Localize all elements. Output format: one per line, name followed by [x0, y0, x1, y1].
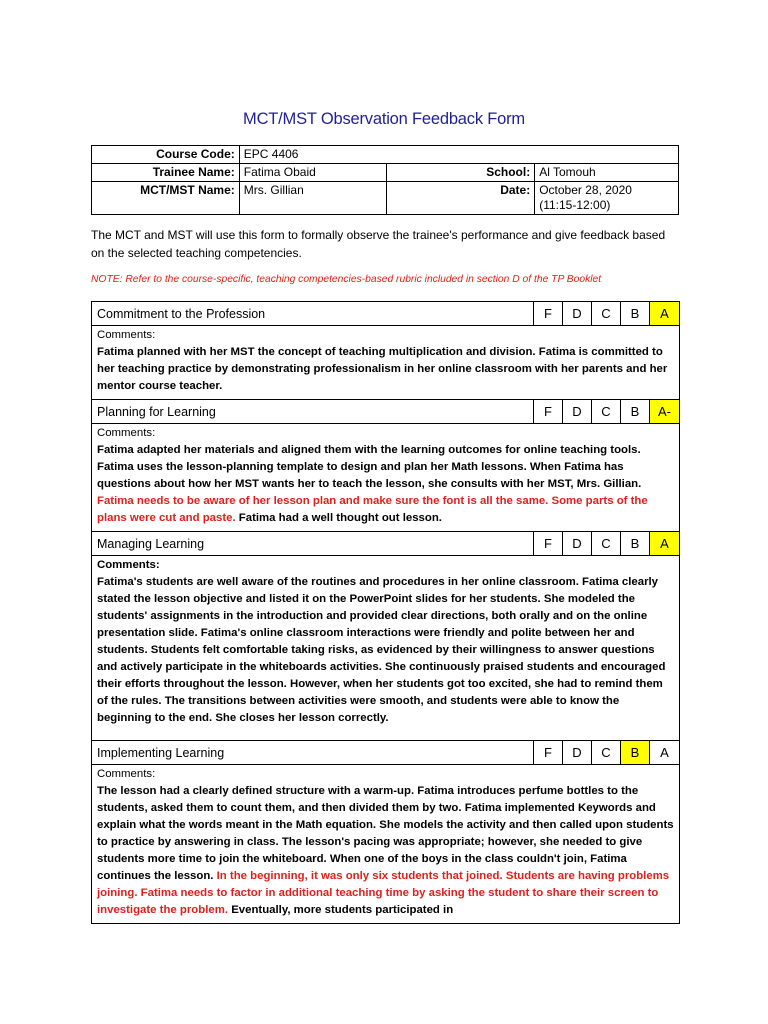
- comments-cell: [92, 326, 680, 400]
- competency-comments-commitment: [92, 326, 680, 400]
- comments-cell: [92, 556, 680, 741]
- grade-c: C: [592, 532, 621, 556]
- comments-text: [97, 783, 674, 919]
- rubric-note: NOTE: Refer to the course-specific, teaching competencies-based rubric included in section D of the TP Booklet: [91, 274, 602, 285]
- grade-c: C: [592, 741, 621, 765]
- competency-title: Planning for Learning: [92, 400, 534, 424]
- course-code-label: Course Code:: [92, 146, 240, 164]
- course-code-value: EPC 4406: [239, 146, 678, 164]
- comments-label: Comments:: [97, 427, 156, 439]
- info-row-mct: [92, 182, 679, 215]
- competency-header-implementing: [92, 741, 680, 765]
- grade-d: D: [563, 532, 592, 556]
- grade-c: C: [592, 400, 621, 424]
- competency-header-planning: [92, 400, 680, 424]
- grade-f: F: [534, 741, 563, 765]
- grade-d: D: [563, 741, 592, 765]
- grade-b: B: [621, 532, 650, 556]
- comments-text: [97, 442, 674, 527]
- grade-f: F: [534, 400, 563, 424]
- form-title: MCT/MST Observation Feedback Form: [243, 110, 525, 128]
- competency-comments-managing: [92, 556, 680, 741]
- grade-b: B: [621, 302, 650, 326]
- grade-a: A: [650, 741, 680, 765]
- comments-text: [97, 574, 674, 727]
- intro-text: The MCT and MST will use this form to formally observe the trainee's performance and give feedback based on the selected teaching competencies.: [91, 228, 666, 260]
- comment-segment: Fatima's students are well aware of the routines and procedures in her online classroom. Fatima clearly stated the lesson objective and listed it on the PowerPoint slides for her students. She modeled the students' assignments in the introduction and provided clear directions, both orally and on the online presentation slide. Fatima's online classroom interactions were friendly and polite between her and students. Students felt comfortable taking risks, as evidenced by their willingness to answer questions and actively participate in the whiteboards activities. She continuously praised students and encouraged their efforts throughout the lesson. However, when her students got too excited, she had to remind them of the rules. The transitions between activities were smooth, and students were able to know the beginning to the end. She closes her lesson correctly.: [97, 576, 666, 724]
- info-row-course: [92, 146, 679, 164]
- info-row-trainee: [92, 164, 679, 182]
- competency-header-managing: [92, 532, 680, 556]
- competency-title: Managing Learning: [92, 532, 534, 556]
- competency-comments-implementing: [92, 765, 680, 924]
- date-value: [535, 182, 679, 215]
- competency-comments-planning: [92, 424, 680, 532]
- date-label: Date:: [387, 182, 535, 215]
- grade-b-selected: B: [621, 741, 650, 765]
- comment-segment: Fatima had a well thought out lesson.: [235, 512, 442, 524]
- comment-segment-emphasis: Fatima needs to be aware of her lesson plan and make sure the font is all the same. Some parts of the plans were cut and paste.: [97, 495, 648, 524]
- grade-c: C: [592, 302, 621, 326]
- trainee-name-label: Trainee Name:: [92, 164, 240, 182]
- time-text: (11:15-12:00): [539, 198, 611, 212]
- grade-f: F: [534, 532, 563, 556]
- comments-label: Comments:: [97, 329, 156, 341]
- comments-label: Comments:: [97, 768, 156, 780]
- grade-d: D: [563, 302, 592, 326]
- comment-segment: The lesson had a clearly defined structure with a warm-up. Fatima introduces perfume bottles to the students, asked them to count them, and then divided them by two. Fatima implemented Keywords and explain what the words meant in the Math equation. She models the activity and then called upon students to practice by answering in class. The lesson's pacing was appropriate; however, she needed to give students more time to join the whiteboard. When one of the boys in the class couldn't join, Fatima continues the lesson.: [97, 785, 674, 882]
- comments-label: Comments:: [97, 559, 160, 571]
- comment-segment: Fatima planned with her MST the concept of teaching multiplication and division. Fatima is committed to her teaching practice by demonstrating professionalism in her online classroom with her parents and her mentor course teacher.: [97, 346, 668, 392]
- comment-segment: Fatima adapted her materials and aligned them with the learning outcomes for online teaching tools. Fatima uses the lesson-planning template to design and plan her Math lessons. When Fatima has questions about how her MST wants her to teach the lesson, she consults with her MST, Mrs. Gillian.: [97, 444, 642, 490]
- trainee-info-table: [91, 145, 679, 215]
- comments-cell: [92, 424, 680, 532]
- comments-cell: [92, 765, 680, 924]
- grade-f: F: [534, 302, 563, 326]
- trainee-name-value: Fatima Obaid: [239, 164, 387, 182]
- mct-name-label: MCT/MST Name:: [92, 182, 240, 215]
- grade-a-selected: A: [650, 532, 680, 556]
- school-value: Al Tomouh: [535, 164, 679, 182]
- grade-d: D: [563, 400, 592, 424]
- date-text: October 28, 2020: [539, 183, 632, 197]
- competency-header-commitment: [92, 302, 680, 326]
- comments-text: [97, 344, 674, 395]
- competency-rubric-table: [91, 301, 680, 924]
- comment-segment: Eventually, more students participated in: [228, 904, 454, 916]
- grade-a-selected: A: [650, 302, 680, 326]
- school-label: School:: [387, 164, 535, 182]
- mct-name-value: Mrs. Gillian: [239, 182, 387, 215]
- comment-segment-emphasis: In the beginning, it was only six students that joined. Students are having problems joining. Fatima needs to factor in additional teaching time by asking the student to share their screen to investigate the problem.: [97, 870, 670, 916]
- grade-a-minus-selected: A-: [650, 400, 680, 424]
- competency-title: Implementing Learning: [92, 741, 534, 765]
- competency-title: Commitment to the Profession: [92, 302, 534, 326]
- grade-b: B: [621, 400, 650, 424]
